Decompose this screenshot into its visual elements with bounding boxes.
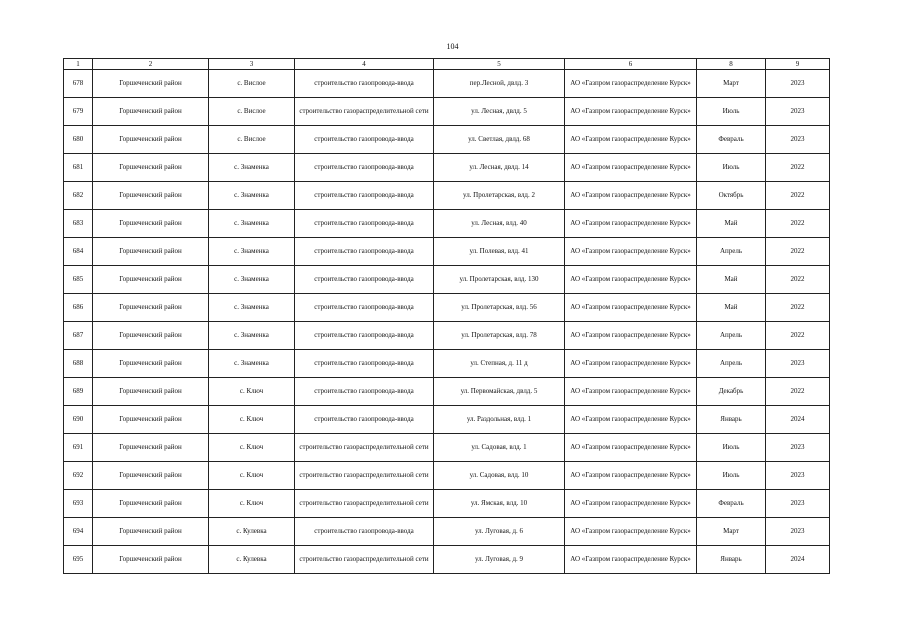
work-type-cell: строительство газораспределительной сети [295, 462, 434, 490]
organization-cell: АО «Газпром газораспределение Курск» [565, 126, 697, 154]
month-cell: Март [697, 70, 766, 98]
row-number-cell: 683 [64, 210, 93, 238]
district-cell: Горшеченский район [93, 322, 209, 350]
organization-cell: АО «Газпром газораспределение Курск» [565, 210, 697, 238]
work-type-cell: строительство газораспределительной сети [295, 434, 434, 462]
column-header: 2 [93, 59, 209, 70]
work-type-cell: строительство газопровода-ввода [295, 126, 434, 154]
address-cell: ул. Лесная, двлд. 5 [434, 98, 565, 126]
settlement-cell: с. Ключ [209, 462, 295, 490]
table-row [64, 266, 830, 294]
settlement-cell: с. Знаменка [209, 154, 295, 182]
month-cell: Октябрь [697, 182, 766, 210]
row-number-cell: 685 [64, 266, 93, 294]
address-cell: пер.Лесной, двлд. 3 [434, 70, 565, 98]
work-type-cell: строительство газопровода-ввода [295, 518, 434, 546]
table-row [64, 126, 830, 154]
table-row [64, 210, 830, 238]
work-type-cell: строительство газопровода-ввода [295, 154, 434, 182]
address-cell: ул. Луговая, д. 6 [434, 518, 565, 546]
address-cell: ул. Садовая, влд. 1 [434, 434, 565, 462]
table-row [64, 406, 830, 434]
organization-cell: АО «Газпром газораспределение Курск» [565, 406, 697, 434]
address-cell: ул. Ямская, влд. 10 [434, 490, 565, 518]
table-row [64, 154, 830, 182]
work-type-cell: строительство газораспределительной сети [295, 98, 434, 126]
year-cell: 2022 [766, 154, 830, 182]
settlement-cell: с. Знаменка [209, 210, 295, 238]
year-cell: 2023 [766, 98, 830, 126]
row-number-cell: 686 [64, 294, 93, 322]
table-row [64, 518, 830, 546]
registry-table [63, 58, 830, 574]
month-cell: Май [697, 210, 766, 238]
column-header: 9 [766, 59, 830, 70]
row-number-cell: 694 [64, 518, 93, 546]
month-cell: Июль [697, 98, 766, 126]
address-cell: ул. Полевая, влд. 41 [434, 238, 565, 266]
district-cell: Горшеченский район [93, 350, 209, 378]
address-cell: ул. Лесная, двлд. 14 [434, 154, 565, 182]
year-cell: 2022 [766, 238, 830, 266]
year-cell: 2023 [766, 70, 830, 98]
organization-cell: АО «Газпром газораспределение Курск» [565, 546, 697, 574]
year-cell: 2022 [766, 294, 830, 322]
district-cell: Горшеченский район [93, 70, 209, 98]
month-cell: Июль [697, 462, 766, 490]
year-cell: 2023 [766, 490, 830, 518]
organization-cell: АО «Газпром газораспределение Курск» [565, 98, 697, 126]
row-number-cell: 692 [64, 462, 93, 490]
district-cell: Горшеченский район [93, 238, 209, 266]
year-cell: 2022 [766, 266, 830, 294]
year-cell: 2023 [766, 462, 830, 490]
organization-cell: АО «Газпром газораспределение Курск» [565, 182, 697, 210]
settlement-cell: с. Ключ [209, 406, 295, 434]
settlement-cell: с. Вислое [209, 126, 295, 154]
month-cell: Апрель [697, 238, 766, 266]
row-number-cell: 689 [64, 378, 93, 406]
table-row [64, 322, 830, 350]
column-header: 8 [697, 59, 766, 70]
row-number-cell: 681 [64, 154, 93, 182]
column-header: 1 [64, 59, 93, 70]
column-header: 3 [209, 59, 295, 70]
organization-cell: АО «Газпром газораспределение Курск» [565, 294, 697, 322]
work-type-cell: строительство газопровода-ввода [295, 378, 434, 406]
row-number-cell: 678 [64, 70, 93, 98]
work-type-cell: строительство газопровода-ввода [295, 322, 434, 350]
district-cell: Горшеченский район [93, 294, 209, 322]
month-cell: Май [697, 266, 766, 294]
district-cell: Горшеченский район [93, 378, 209, 406]
month-cell: Май [697, 294, 766, 322]
address-cell: ул. Раздольная, влд. 1 [434, 406, 565, 434]
row-number-cell: 684 [64, 238, 93, 266]
table-row [64, 350, 830, 378]
row-number-cell: 688 [64, 350, 93, 378]
page-number: 104 [446, 42, 459, 51]
year-cell: 2023 [766, 350, 830, 378]
column-header: 6 [565, 59, 697, 70]
table-row [64, 490, 830, 518]
table-row [64, 378, 830, 406]
column-header: 5 [434, 59, 565, 70]
row-number-cell: 693 [64, 490, 93, 518]
organization-cell: АО «Газпром газораспределение Курск» [565, 238, 697, 266]
district-cell: Горшеченский район [93, 98, 209, 126]
work-type-cell: строительство газопровода-ввода [295, 406, 434, 434]
address-cell: ул. Луговая, д. 9 [434, 546, 565, 574]
settlement-cell: с. Вислое [209, 98, 295, 126]
table-row [64, 98, 830, 126]
year-cell: 2024 [766, 546, 830, 574]
address-cell: ул. Садовая, влд. 10 [434, 462, 565, 490]
table-row [64, 238, 830, 266]
table-body [64, 70, 830, 574]
district-cell: Горшеченский район [93, 126, 209, 154]
row-number-cell: 690 [64, 406, 93, 434]
work-type-cell: строительство газопровода-ввода [295, 210, 434, 238]
month-cell: Июль [697, 154, 766, 182]
table-row [64, 294, 830, 322]
address-cell: ул. Светлая, двлд. 68 [434, 126, 565, 154]
address-cell: ул. Пролетарская, влд. 2 [434, 182, 565, 210]
work-type-cell: строительство газопровода-ввода [295, 70, 434, 98]
organization-cell: АО «Газпром газораспределение Курск» [565, 154, 697, 182]
month-cell: Декабрь [697, 378, 766, 406]
district-cell: Горшеченский район [93, 182, 209, 210]
work-type-cell: строительство газопровода-ввода [295, 294, 434, 322]
table-row [64, 434, 830, 462]
work-type-cell: строительство газопровода-ввода [295, 350, 434, 378]
district-cell: Горшеченский район [93, 406, 209, 434]
organization-cell: АО «Газпром газораспределение Курск» [565, 266, 697, 294]
month-cell: Февраль [697, 490, 766, 518]
district-cell: Горшеченский район [93, 154, 209, 182]
year-cell: 2022 [766, 322, 830, 350]
table-row [64, 182, 830, 210]
table-row [64, 70, 830, 98]
row-number-cell: 687 [64, 322, 93, 350]
row-number-cell: 691 [64, 434, 93, 462]
settlement-cell: с. Знаменка [209, 266, 295, 294]
month-cell: Март [697, 518, 766, 546]
settlement-cell: с. Знаменка [209, 322, 295, 350]
address-cell: ул. Первомайская, двлд. 5 [434, 378, 565, 406]
row-number-cell: 680 [64, 126, 93, 154]
settlement-cell: с. Ключ [209, 378, 295, 406]
work-type-cell: строительство газопровода-ввода [295, 266, 434, 294]
organization-cell: АО «Газпром газораспределение Курск» [565, 322, 697, 350]
address-cell: ул. Лесная, влд. 40 [434, 210, 565, 238]
district-cell: Горшеченский район [93, 490, 209, 518]
table-row [64, 546, 830, 574]
organization-cell: АО «Газпром газораспределение Курск» [565, 518, 697, 546]
organization-cell: АО «Газпром газораспределение Курск» [565, 70, 697, 98]
row-number-cell: 679 [64, 98, 93, 126]
address-cell: ул. Пролетарская, влд. 56 [434, 294, 565, 322]
table-header [64, 59, 830, 70]
district-cell: Горшеченский район [93, 518, 209, 546]
work-type-cell: строительство газораспределительной сети [295, 490, 434, 518]
column-header: 4 [295, 59, 434, 70]
organization-cell: АО «Газпром газораспределение Курск» [565, 434, 697, 462]
year-cell: 2023 [766, 518, 830, 546]
district-cell: Горшеченский район [93, 434, 209, 462]
year-cell: 2022 [766, 210, 830, 238]
work-type-cell: строительство газопровода-ввода [295, 182, 434, 210]
year-cell: 2022 [766, 378, 830, 406]
year-cell: 2023 [766, 434, 830, 462]
settlement-cell: с. Вислое [209, 70, 295, 98]
row-number-cell: 682 [64, 182, 93, 210]
organization-cell: АО «Газпром газораспределение Курск» [565, 378, 697, 406]
row-number-cell: 695 [64, 546, 93, 574]
district-cell: Горшеченский район [93, 546, 209, 574]
month-cell: Январь [697, 406, 766, 434]
work-type-cell: строительство газопровода-ввода [295, 238, 434, 266]
year-cell: 2022 [766, 182, 830, 210]
organization-cell: АО «Газпром газораспределение Курск» [565, 462, 697, 490]
address-cell: ул. Степная, д. 11 д [434, 350, 565, 378]
district-cell: Горшеченский район [93, 462, 209, 490]
month-cell: Апрель [697, 350, 766, 378]
year-cell: 2023 [766, 126, 830, 154]
address-cell: ул. Пролетарская, влд. 78 [434, 322, 565, 350]
settlement-cell: с. Ключ [209, 490, 295, 518]
organization-cell: АО «Газпром газораспределение Курск» [565, 490, 697, 518]
header-row [64, 59, 830, 70]
work-type-cell: строительство газораспределительной сети [295, 546, 434, 574]
month-cell: Апрель [697, 322, 766, 350]
address-cell: ул. Пролетарская, влд. 130 [434, 266, 565, 294]
organization-cell: АО «Газпром газораспределение Курск» [565, 350, 697, 378]
table-row [64, 462, 830, 490]
settlement-cell: с. Кулевка [209, 546, 295, 574]
month-cell: Июль [697, 434, 766, 462]
settlement-cell: с. Знаменка [209, 350, 295, 378]
month-cell: Январь [697, 546, 766, 574]
district-cell: Горшеченский район [93, 210, 209, 238]
settlement-cell: с. Знаменка [209, 182, 295, 210]
month-cell: Февраль [697, 126, 766, 154]
year-cell: 2024 [766, 406, 830, 434]
settlement-cell: с. Знаменка [209, 238, 295, 266]
settlement-cell: с. Знаменка [209, 294, 295, 322]
district-cell: Горшеченский район [93, 266, 209, 294]
settlement-cell: с. Кулевка [209, 518, 295, 546]
settlement-cell: с. Ключ [209, 434, 295, 462]
